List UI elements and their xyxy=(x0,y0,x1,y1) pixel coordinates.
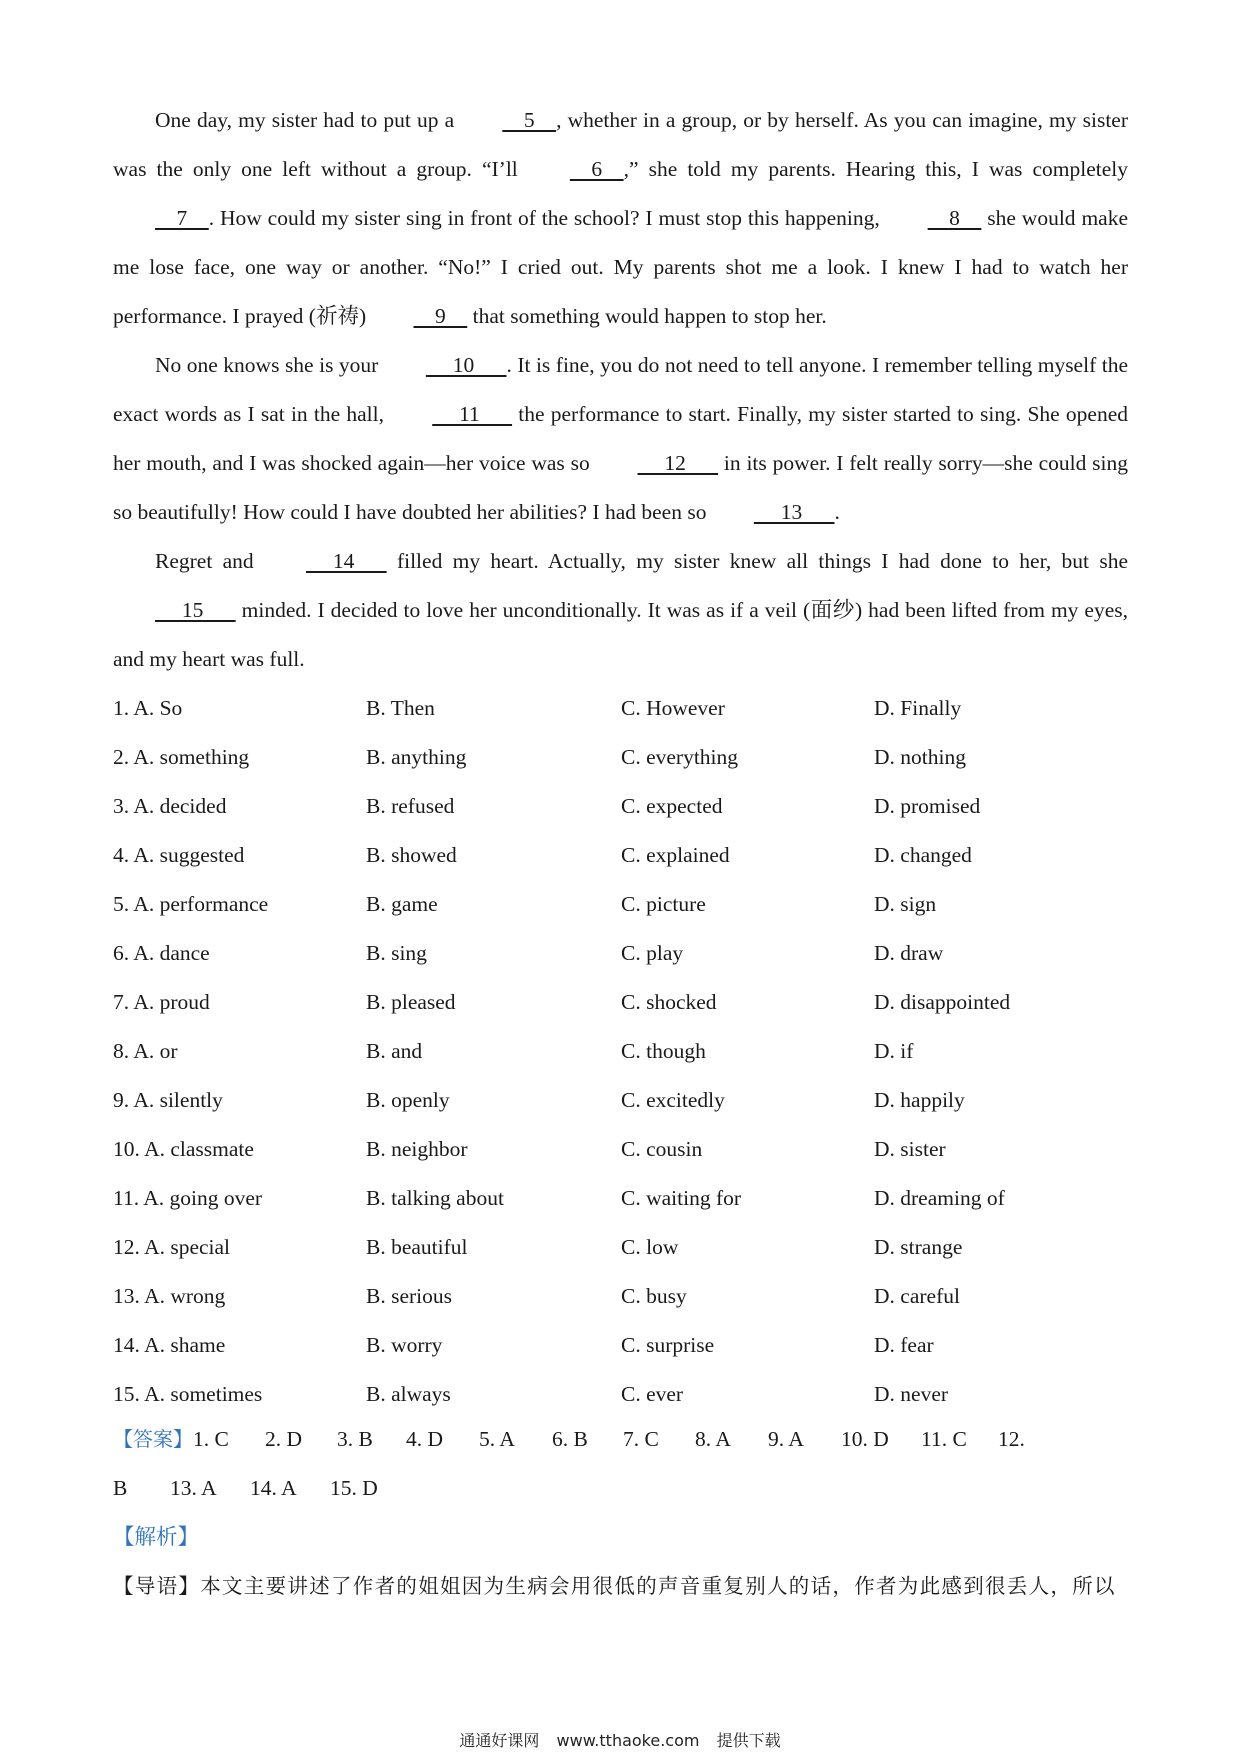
guide-paragraph xyxy=(113,1562,1133,1611)
blank-10: 10 xyxy=(425,353,507,377)
passage-text: the performance to start. Finally, my sister started to sing. She opened her mouth, and I was shocked again—her voice was so xyxy=(113,402,1129,475)
option-b: B. sing xyxy=(366,941,427,965)
passage-text: in its power. I felt really sorry—she could sing so beautifully! How could I have doubted her abilities? I had been so xyxy=(113,451,1128,524)
option-d: D. disappointed xyxy=(874,990,1011,1014)
option-a: 10. A. classmate xyxy=(113,1137,254,1161)
answer-key-line-2 xyxy=(113,1464,1133,1513)
option-b: B. always xyxy=(366,1382,451,1406)
option-a: 6. A. dance xyxy=(113,941,210,965)
answer-item: B xyxy=(113,1476,128,1500)
option-a: 7. A. proud xyxy=(113,990,210,1014)
answer-item: 7. C xyxy=(623,1427,659,1451)
answer-item: 12. xyxy=(998,1427,1025,1451)
answer-item: 11. C xyxy=(921,1427,967,1451)
answer-item: 4. D xyxy=(406,1427,444,1451)
option-c: C. explained xyxy=(621,843,730,867)
blank-14: 14 xyxy=(306,549,387,573)
blank-7: 7 xyxy=(155,206,209,230)
passage-text: she would make me lose face, one way or another. “No!” I cried out. My parents shot me a look. I knew I had to watch her performance. I prayed (祈祷) xyxy=(113,206,1128,328)
passage-text: ,” she told my parents. Hearing this, I was completely xyxy=(623,157,1128,181)
footer-url[interactable]: www.tthaoke.com xyxy=(556,1731,700,1750)
option-row xyxy=(113,880,1128,929)
option-row xyxy=(113,929,1128,978)
blank-8: 8 xyxy=(927,206,982,230)
answer-item: 1. C xyxy=(193,1427,229,1451)
passage-text: One day, my sister had to put up a xyxy=(155,108,461,132)
passage-paragraph-1 xyxy=(113,96,1128,341)
option-c: C. picture xyxy=(621,892,706,916)
answer-label: 【答案】 xyxy=(113,1427,193,1451)
option-b: B. serious xyxy=(366,1284,452,1308)
option-d: D. if xyxy=(874,1039,914,1063)
blank-6: 6 xyxy=(569,157,624,181)
answer-item: 6. B xyxy=(552,1427,588,1451)
option-row xyxy=(113,1076,1128,1125)
option-b: B. and xyxy=(366,1039,423,1063)
option-row xyxy=(113,1370,1128,1419)
option-a: 3. A. decided xyxy=(113,794,227,818)
guide-label: 【导语】 xyxy=(113,1574,201,1598)
option-row xyxy=(113,1174,1128,1223)
option-a: 1. A. So xyxy=(113,696,183,720)
answer-item: 2. D xyxy=(265,1427,303,1451)
option-c: C. cousin xyxy=(621,1137,703,1161)
footer-note: 提供下载 xyxy=(716,1731,781,1750)
passage-paragraph-3 xyxy=(113,537,1128,684)
passage-text: that something would happen to stop her. xyxy=(467,304,827,328)
option-a: 11. A. going over xyxy=(113,1186,263,1210)
cloze-passage xyxy=(113,96,1128,684)
option-d: D. fear xyxy=(874,1333,934,1357)
answer-item: 15. D xyxy=(330,1476,378,1500)
option-c: C. surprise xyxy=(621,1333,715,1357)
option-d: D. draw xyxy=(874,941,944,965)
passage-text: Regret and xyxy=(155,549,264,573)
footer-site-name: 通通好课网 xyxy=(459,1731,540,1750)
passage-text: . xyxy=(834,500,840,524)
option-b: B. talking about xyxy=(366,1186,504,1210)
option-b: B. neighbor xyxy=(366,1137,468,1161)
option-d: D. strange xyxy=(874,1235,963,1259)
passage-text: No one knows she is your xyxy=(155,353,384,377)
option-c: C. expected xyxy=(621,794,723,818)
option-d: D. Finally xyxy=(874,696,962,720)
option-a: 5. A. performance xyxy=(113,892,269,916)
passage-text: filled my heart. Actually, my sister knew all things I had done to her, but she xyxy=(386,549,1129,573)
blank-13: 13 xyxy=(753,500,835,524)
answer-item: 8. A xyxy=(695,1427,731,1451)
passage-text: , whether in a group, or by herself. As you can imagine, my sister was the only one left without a group. “I’ll xyxy=(113,108,1128,181)
option-row xyxy=(113,782,1128,831)
option-row xyxy=(113,1272,1128,1321)
option-row xyxy=(113,831,1128,880)
option-d: D. promised xyxy=(874,794,981,818)
passage-paragraph-2 xyxy=(113,341,1128,537)
answer-item: 5. A xyxy=(479,1427,515,1451)
option-a: 2. A. something xyxy=(113,745,250,769)
option-b: B. openly xyxy=(366,1088,450,1112)
option-row xyxy=(113,1125,1128,1174)
page-footer xyxy=(0,1728,1240,1751)
option-b: B. beautiful xyxy=(366,1235,468,1259)
option-d: D. sign xyxy=(874,892,937,916)
option-a: 12. A. special xyxy=(113,1235,231,1259)
answer-item: 3. B xyxy=(337,1427,373,1451)
answer-key xyxy=(113,1415,1133,1513)
guide-text: 本文主要讲述了作者的姐姐因为生病会用很低的声音重复别人的话，作者为此感到很丢人，所以 xyxy=(200,1574,1116,1598)
option-b: B. game xyxy=(366,892,438,916)
blank-15: 15 xyxy=(155,598,236,622)
option-d: D. nothing xyxy=(874,745,966,769)
option-b: B. refused xyxy=(366,794,455,818)
option-c: C. excitedly xyxy=(621,1088,725,1112)
option-d: D. careful xyxy=(874,1284,960,1308)
option-d: D. changed xyxy=(874,843,972,867)
option-c: C. shocked xyxy=(621,990,717,1014)
analysis-label: 【解析】 xyxy=(113,1525,200,1550)
passage-text: minded. I decided to love her unconditionally. It was as if a veil (面纱) had been lifted from my eyes, and my heart was full. xyxy=(113,598,1128,671)
option-b: B. pleased xyxy=(366,990,456,1014)
option-a: 15. A. sometimes xyxy=(113,1382,263,1406)
option-row xyxy=(113,1027,1128,1076)
option-c: C. though xyxy=(621,1039,706,1063)
passage-text: . It is fine, you do not need to tell anyone. I remember telling myself the exact words as I sat in the hall, xyxy=(113,353,1128,426)
option-b: B. anything xyxy=(366,745,467,769)
option-c: C. busy xyxy=(621,1284,687,1308)
answer-item: 10. D xyxy=(841,1427,889,1451)
blank-5: 5 xyxy=(502,108,557,132)
blank-12: 12 xyxy=(637,451,719,475)
option-a: 14. A. shame xyxy=(113,1333,226,1357)
answer-options xyxy=(113,684,1128,1419)
option-b: B. Then xyxy=(366,696,435,720)
option-c: C. play xyxy=(621,941,684,965)
blank-9: 9 xyxy=(413,304,468,328)
option-row xyxy=(113,684,1128,733)
option-c: C. However xyxy=(621,696,725,720)
option-c: C. low xyxy=(621,1235,679,1259)
option-d: D. dreaming of xyxy=(874,1186,1005,1210)
blank-11: 11 xyxy=(432,402,513,426)
option-row xyxy=(113,1321,1128,1370)
answer-item: 14. A xyxy=(250,1476,297,1500)
option-d: D. happily xyxy=(874,1088,965,1112)
option-a: 8. A. or xyxy=(113,1039,178,1063)
option-c: C. everything xyxy=(621,745,739,769)
answer-key-line-1 xyxy=(113,1415,1133,1464)
option-b: B. worry xyxy=(366,1333,443,1357)
answer-item: 13. A xyxy=(170,1476,217,1500)
option-b: B. showed xyxy=(366,843,457,867)
option-a: 9. A. silently xyxy=(113,1088,223,1112)
option-d: D. sister xyxy=(874,1137,946,1161)
option-a: 4. A. suggested xyxy=(113,843,245,867)
option-row xyxy=(113,733,1128,782)
answer-item: 9. A xyxy=(768,1427,804,1451)
option-row xyxy=(113,978,1128,1027)
option-row xyxy=(113,1223,1128,1272)
option-c: C. waiting for xyxy=(621,1186,742,1210)
option-d: D. never xyxy=(874,1382,949,1406)
option-c: C. ever xyxy=(621,1382,684,1406)
option-a: 13. A. wrong xyxy=(113,1284,226,1308)
passage-text: . How could my sister sing in front of the school? I must stop this happening, xyxy=(208,206,886,230)
